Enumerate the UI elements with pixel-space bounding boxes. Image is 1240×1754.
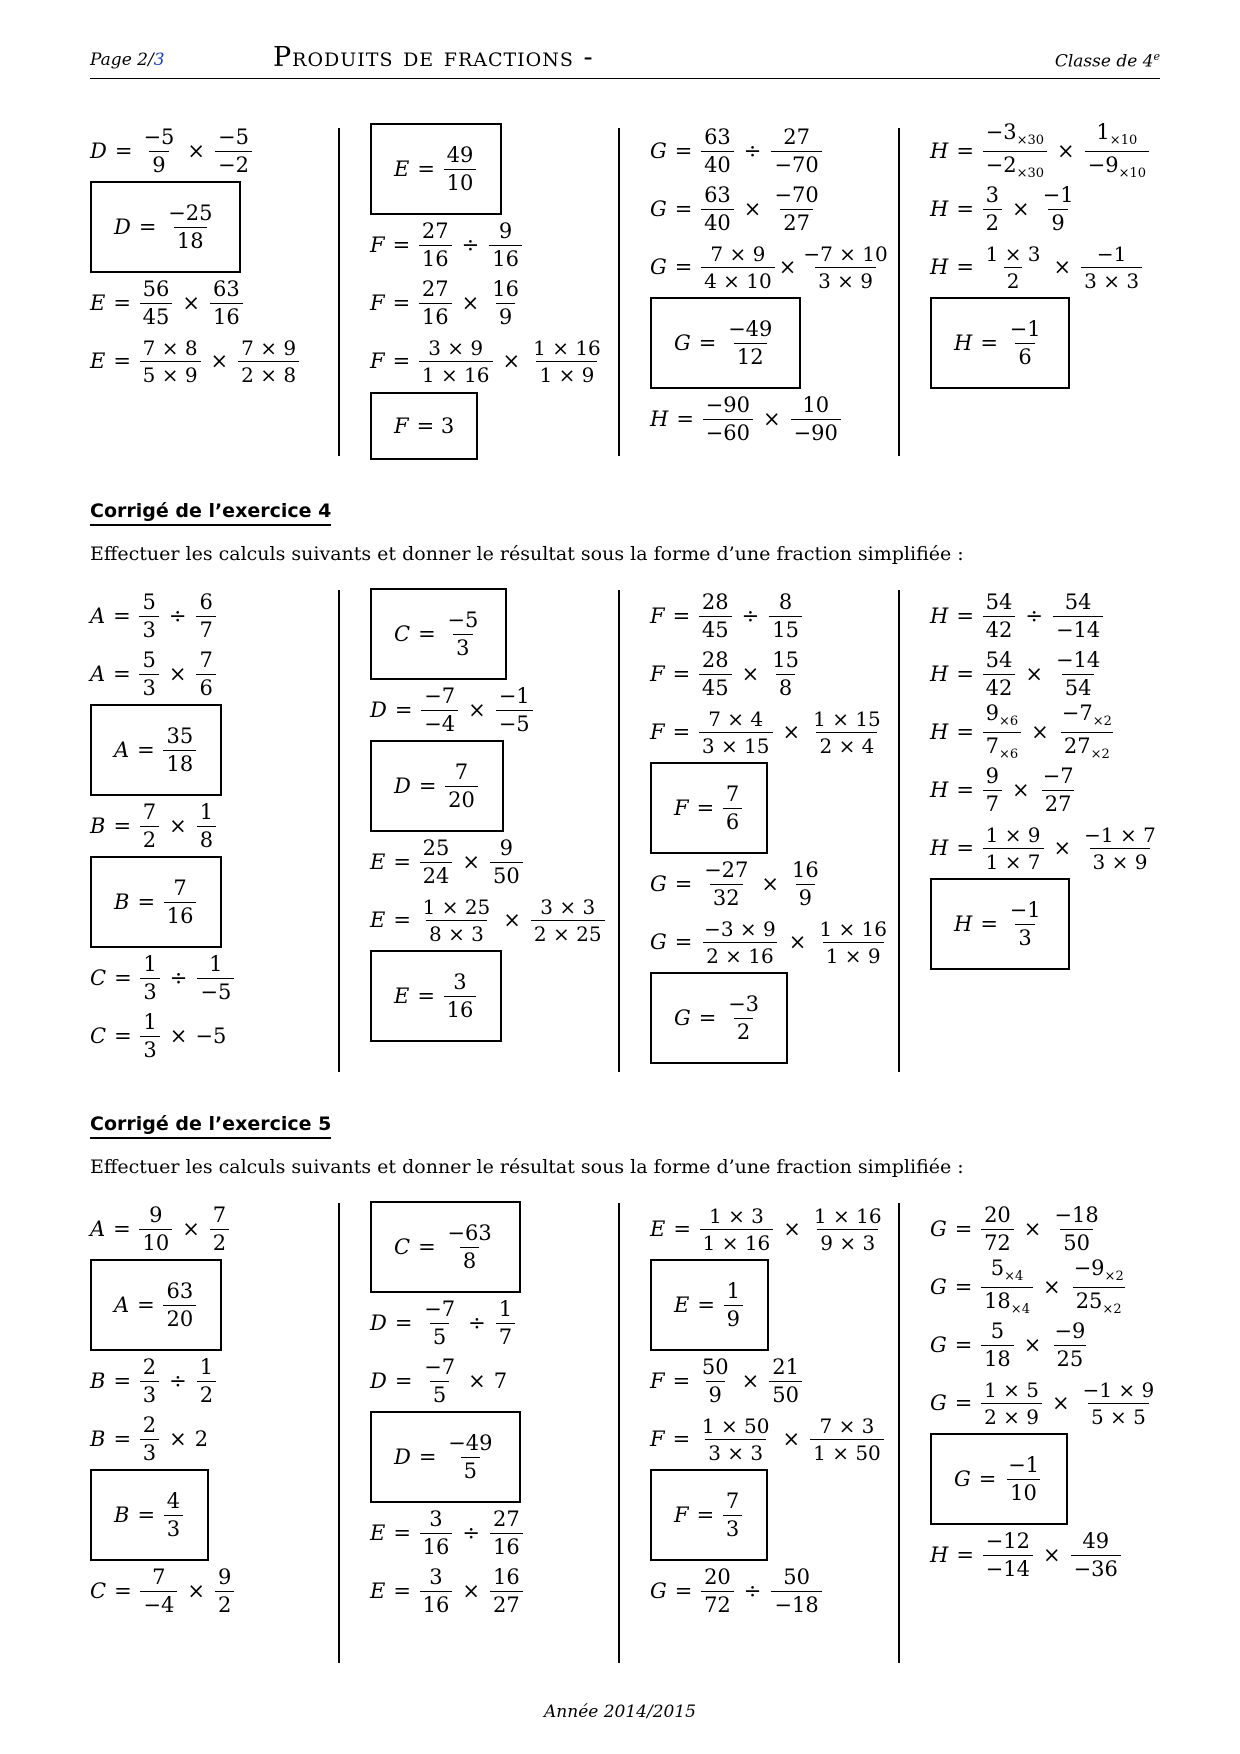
fraction: $\frac{1 \times 16}{1 \times 9}$	[819, 916, 888, 968]
ex5-column-2	[370, 1200, 525, 1620]
fraction: $\frac{3}{16}$	[444, 972, 477, 1021]
result-box: F = $\frac{7}{3}$	[650, 1469, 768, 1561]
result-box: F = $\frac{7}{6}$	[650, 762, 768, 854]
equation: G = $\frac{63}{40}$ ÷ $\frac{27}{-70}$	[650, 122, 893, 180]
equation: D = $\frac{-7}{5}$ ÷ $\frac{1}{7}$	[370, 1294, 525, 1352]
fraction: $\frac{1_{\times 10}}{-9_{\times 10}}$	[1085, 122, 1149, 179]
ex5-column-3	[650, 1200, 887, 1620]
fraction: $\frac{49}{10}$	[444, 145, 477, 194]
fraction: $\frac{2}{3}$	[140, 1357, 159, 1406]
fraction: $\frac{1 \times 16}{1 \times 9}$	[533, 335, 601, 387]
fraction: $\frac{-1}{-5}$	[496, 686, 533, 735]
fraction: $\frac{63}{16}$	[210, 279, 243, 328]
page-number: Page 2/3	[90, 50, 165, 70]
equation: H = $\frac{1 \times 9}{1 \times 7}$ × $\frac{-1 \times 7}{3 \times 9}$	[930, 819, 1161, 877]
fraction: $\frac{-7}{5}$	[424, 1354, 456, 1407]
fraction: $\frac{-12}{-14}$	[983, 1531, 1033, 1580]
fraction: $\frac{-9_{\times 2}}{25_{\times 2}}$	[1073, 1256, 1124, 1317]
fraction: $\frac{9}{16}$	[489, 221, 522, 270]
fraction: $\frac{7}{6}$	[723, 784, 742, 833]
fraction: $\frac{5}{3}$	[139, 592, 158, 641]
column-divider	[618, 128, 620, 456]
result-box: D = $\frac{7}{20}$	[370, 740, 504, 832]
equation: E = $\frac{3}{16}$ ÷ $\frac{27}{16}$	[370, 1504, 525, 1562]
fraction: $\frac{1}{9}$	[724, 1281, 743, 1330]
equation: G = $\frac{-3 \times 9}{2 \times 16}$ × $\frac{1 \times 16}{1 \times 9}$	[650, 913, 892, 971]
column-divider	[338, 1203, 340, 1663]
fraction: $\frac{27}{-70}$	[771, 127, 821, 176]
fraction: $\frac{7 \times 4}{3 \times 15}$	[699, 709, 773, 756]
fraction: $\frac{3}{16}$	[420, 1567, 453, 1616]
fraction: $\frac{7}{3}$	[723, 1491, 742, 1540]
fraction: $\frac{4}{3}$	[164, 1491, 183, 1540]
result-box: G = $\frac{-49}{12}$	[650, 297, 801, 389]
fraction: $\frac{5}{3}$	[139, 650, 158, 699]
fraction: $\frac{-7}{27}$	[1042, 763, 1074, 816]
equation: A = $\frac{5}{3}$ ÷ $\frac{6}{7}$	[90, 587, 236, 645]
equation: G = $\frac{1 \times 5}{2 \times 9}$ × $\frac{-1 \times 9}{5 \times 5}$	[930, 1374, 1159, 1432]
fraction: $\frac{-70}{27}$	[774, 182, 819, 235]
fraction: $\frac{25}{24}$	[420, 838, 453, 887]
fraction: $\frac{7}{20}$	[445, 762, 478, 811]
equation: E = $\frac{7 \times 8}{5 \times 9}$ × $\frac{7 \times 9}{2 \times 8}$	[90, 332, 301, 390]
fraction: $\frac{54}{-14}$	[1053, 592, 1103, 641]
fraction: $\frac{3}{16}$	[420, 1509, 453, 1558]
fraction: $\frac{-1}{10}$	[1008, 1452, 1040, 1505]
fraction: $\frac{28}{45}$	[699, 650, 732, 699]
section-title-ex5: Corrigé de l’exercice 5	[90, 1113, 331, 1139]
fraction: $\frac{49}{-36}$	[1071, 1531, 1121, 1580]
equation: H = $\frac{-90}{-60}$ × $\frac{10}{-90}$	[650, 390, 893, 448]
result-box: D = $\frac{-49}{5}$	[370, 1411, 521, 1503]
result-box: F = 3	[370, 392, 478, 460]
ex5-column-4	[930, 1200, 1159, 1584]
equation: H = $\frac{9}{7}$ × $\frac{-7}{27}$	[930, 761, 1161, 819]
column-divider	[338, 128, 340, 456]
fraction: $\frac{-7}{-4}$	[421, 686, 458, 735]
equation: G = $\frac{5_{\times 4}}{18_{\times 4}}$ × $\frac{-9_{\times 2}}{25_{\times 2}}$	[930, 1258, 1159, 1316]
column-divider	[898, 1203, 900, 1663]
fraction: $\frac{7}{2}$	[140, 802, 159, 851]
fraction: $\frac{16}{27}$	[490, 1567, 523, 1616]
fraction: $\frac{5_{\times 4}}{18_{\times 4}}$	[981, 1258, 1033, 1315]
fraction: $\frac{1 \times 9}{1 \times 7}$	[983, 825, 1044, 872]
class-label: Classe de 4e	[1054, 50, 1160, 72]
fraction: $\frac{1}{2}$	[197, 1357, 216, 1406]
fraction: $\frac{-1}{3}$	[1009, 897, 1041, 950]
instruction-ex5: Effectuer les calculs suivants et donner le résultat sous la forme d’une fraction simplifiée :	[90, 1156, 964, 1178]
fraction: $\frac{63}{20}$	[163, 1281, 196, 1330]
fraction: $\frac{54}{42}$	[983, 650, 1016, 699]
fraction: $\frac{-49}{12}$	[728, 316, 773, 369]
equation: E = $\frac{1 \times 25}{8 \times 3}$ × $\frac{3 \times 3}{2 \times 25}$	[370, 891, 607, 949]
fraction: $\frac{1 \times 15}{2 \times 4}$	[813, 706, 881, 758]
fraction: $\frac{-1 \times 7}{3 \times 9}$	[1084, 822, 1156, 874]
fraction: $\frac{50}{-18}$	[771, 1567, 821, 1616]
result-box: G = $\frac{-3}{2}$	[650, 972, 788, 1064]
ex5-column-1	[90, 1200, 236, 1620]
section-title-ex4: Corrigé de l’exercice 4	[90, 500, 331, 526]
result-box: E = $\frac{49}{10}$	[370, 123, 502, 215]
fraction: $\frac{-25}{18}$	[168, 200, 213, 253]
fraction: $\frac{28}{45}$	[699, 592, 732, 641]
equation: F = $\frac{7 \times 4}{3 \times 15}$ × $\frac{1 \times 15}{2 \times 4}$	[650, 703, 892, 761]
fraction: $\frac{-5}{-2}$	[215, 127, 252, 176]
result-box: A = $\frac{35}{18}$	[90, 704, 222, 796]
fraction: $\frac{1}{3}$	[140, 954, 159, 1003]
column-divider	[618, 590, 620, 1072]
instruction-ex4: Effectuer les calculs suivants et donner le résultat sous la forme d’une fraction simplifiée :	[90, 543, 964, 565]
equation: H = $\frac{54}{42}$ × $\frac{-14}{54}$	[930, 645, 1161, 703]
equation: H = $\frac{9_{\times 6}}{7_{\times 6}}$ × $\frac{-7_{\times 2}}{27_{\times 2}}$	[930, 703, 1161, 761]
fraction: $\frac{3}{2}$	[983, 185, 1002, 234]
fraction: $\frac{1 \times 3}{1 \times 16}$	[700, 1206, 774, 1253]
fraction: $\frac{5}{18}$	[981, 1321, 1014, 1370]
fraction: $\frac{-7 \times 10}{3 \times 9}$	[803, 241, 888, 293]
equation: H = $\frac{1 \times 3}{2}$ × $\frac{-1}{3 \times 3}$	[930, 238, 1151, 296]
result-box: E = $\frac{1}{9}$	[650, 1259, 769, 1351]
equation: E = $\frac{3}{16}$ × $\frac{16}{27}$	[370, 1562, 525, 1620]
top-column-2	[370, 122, 606, 462]
fraction: $\frac{20}{72}$	[701, 1567, 734, 1616]
fraction: $\frac{9_{\times 6}}{7_{\times 6}}$	[983, 703, 1022, 760]
equation: D = $\frac{-7}{5}$ × 7	[370, 1354, 508, 1407]
fraction: $\frac{7}{2}$	[210, 1205, 229, 1254]
fraction: $\frac{9}{7}$	[983, 766, 1002, 815]
fraction: $\frac{56}{45}$	[140, 279, 173, 328]
result-box: B = $\frac{4}{3}$	[90, 1469, 209, 1561]
page-footer: Année 2014/2015	[544, 1702, 696, 1722]
equation: D = $\frac{-7}{-4}$ × $\frac{-1}{-5}$	[370, 681, 607, 739]
equation: F = $\frac{3 \times 9}{1 \times 16}$ × $\frac{1 \times 16}{1 \times 9}$	[370, 332, 606, 390]
result-box: H = $\frac{-1}{3}$	[930, 878, 1070, 970]
fraction: $\frac{63}{40}$	[701, 185, 734, 234]
equation: H = $\frac{54}{42}$ ÷ $\frac{54}{-14}$	[930, 587, 1161, 645]
fraction: $\frac{-7}{5}$	[424, 1296, 456, 1349]
equation: G = $\frac{-27}{32}$ × $\frac{16}{9}$	[650, 855, 892, 913]
fraction: $\frac{1}{-5}$	[197, 954, 234, 1003]
fraction: $\frac{9}{2}$	[215, 1567, 234, 1616]
equation: C = $\frac{1}{3}$ × −5	[90, 1009, 227, 1062]
fraction: $\frac{-7_{\times 2}}{27_{\times 2}}$	[1061, 701, 1112, 762]
column-divider	[338, 590, 340, 1072]
fraction: $\frac{1 \times 16}{9 \times 3}$	[813, 1203, 882, 1255]
fraction: $\frac{-1}{9}$	[1042, 182, 1074, 235]
fraction: $\frac{7}{-4}$	[140, 1567, 177, 1616]
fraction: $\frac{-49}{5}$	[448, 1430, 493, 1483]
fraction: $\frac{1 \times 50}{3 \times 3}$	[701, 1413, 770, 1465]
top-column-1	[90, 122, 301, 390]
fraction: $\frac{-90}{-60}$	[703, 395, 753, 444]
result-box: H = $\frac{-1}{6}$	[930, 297, 1070, 389]
equation: H = $\frac{-3_{\times 30}}{-2_{\times 30}}$ × $\frac{1_{\times 10}}{-9_{\times 10}}$	[930, 122, 1151, 180]
fraction: $\frac{-9}{25}$	[1054, 1318, 1086, 1371]
column-divider	[898, 590, 900, 1072]
result-box: A = $\frac{63}{20}$	[90, 1259, 222, 1351]
fraction: $\frac{35}{18}$	[163, 726, 196, 775]
fraction: $\frac{-3 \times 9}{2 \times 16}$	[704, 916, 776, 968]
fraction: $\frac{9}{50}$	[490, 838, 523, 887]
fraction: $\frac{-14}{54}$	[1055, 647, 1101, 700]
ex4-column-4	[930, 587, 1161, 971]
fraction: $\frac{16}{9}$	[492, 276, 519, 329]
fraction: $\frac{1 \times 5}{2 \times 9}$	[981, 1380, 1042, 1427]
fraction: $\frac{-3_{\times 30}}{-2_{\times 30}}$	[983, 122, 1047, 179]
fraction: $\frac{27}{16}$	[490, 1509, 523, 1558]
result-box: G = $\frac{-1}{10}$	[930, 1433, 1068, 1525]
equation: E = $\frac{25}{24}$ × $\frac{9}{50}$	[370, 833, 607, 891]
equation: G = $\frac{20}{72}$ ÷ $\frac{50}{-18}$	[650, 1562, 887, 1620]
equation: F = $\frac{27}{16}$ ÷ $\frac{9}{16}$	[370, 216, 606, 274]
fraction: $\frac{7 \times 9}{2 \times 8}$	[238, 338, 299, 385]
equation: F = $\frac{1 \times 50}{3 \times 3}$ × $\frac{7 \times 3}{1 \times 50}$	[650, 1410, 887, 1468]
ex4-column-1	[90, 587, 236, 1065]
fraction: $\frac{10}{-90}$	[791, 395, 841, 444]
equation: E = $\frac{56}{45}$ × $\frac{63}{16}$	[90, 274, 301, 332]
equation: C = $\frac{1}{3}$ ÷ $\frac{1}{-5}$	[90, 949, 236, 1007]
fraction: $\frac{63}{40}$	[701, 127, 734, 176]
result-box: E = $\frac{3}{16}$	[370, 950, 502, 1042]
equation: C = $\frac{7}{-4}$ × $\frac{9}{2}$	[90, 1562, 236, 1620]
fraction: $\frac{7 \times 3}{1 \times 50}$	[810, 1416, 884, 1463]
ex4-column-2	[370, 587, 607, 1043]
fraction: $\frac{7}{16}$	[164, 878, 197, 927]
equation: G = $\frac{63}{40}$ × $\frac{-70}{27}$	[650, 180, 893, 238]
result-box: B = $\frac{7}{16}$	[90, 856, 222, 948]
fraction: $\frac{16}{9}$	[792, 857, 819, 910]
column-divider	[898, 128, 900, 456]
fraction: $\frac{-27}{32}$	[704, 857, 749, 910]
fraction: $\frac{7}{6}$	[196, 650, 215, 699]
ex4-column-3	[650, 587, 892, 1065]
equation: F = $\frac{27}{16}$ × $\frac{16}{9}$	[370, 274, 606, 332]
result-box: C = $\frac{-5}{3}$	[370, 588, 507, 680]
fraction: $\frac{27}{16}$	[419, 221, 452, 270]
equation: A = $\frac{9}{10}$ × $\frac{7}{2}$	[90, 1200, 236, 1258]
equation: B = $\frac{7}{2}$ × $\frac{1}{8}$	[90, 797, 236, 855]
fraction: $\frac{6}{7}$	[196, 592, 215, 641]
fraction: $\frac{1}{3}$	[140, 1012, 159, 1061]
fraction: $\frac{1 \times 25}{8 \times 3}$	[422, 894, 491, 946]
fraction: $\frac{-5}{9}$	[143, 124, 175, 177]
page-title: Produits de fractions -	[273, 42, 594, 73]
fraction: $\frac{3 \times 3}{2 \times 25}$	[531, 897, 605, 944]
equation: B = $\frac{2}{3}$ × 2	[90, 1412, 209, 1465]
equation: G = $\frac{20}{72}$ × $\frac{-18}{50}$	[930, 1200, 1159, 1258]
fraction: $\frac{8}{15}$	[769, 592, 802, 641]
column-divider	[618, 1203, 620, 1663]
equation: G = $\frac{5}{18}$ × $\frac{-9}{25}$	[930, 1316, 1159, 1374]
fraction: $\frac{20}{72}$	[981, 1205, 1014, 1254]
equation: F = $\frac{50}{9}$ × $\frac{21}{50}$	[650, 1352, 887, 1410]
fraction: $\frac{7 \times 9}{4 \times 10}$	[701, 244, 775, 291]
equation: B = $\frac{2}{3}$ ÷ $\frac{1}{2}$	[90, 1352, 236, 1410]
equation: D = $\frac{-5}{9}$ × $\frac{-5}{-2}$	[90, 122, 301, 180]
fraction: $\frac{7 \times 8}{5 \times 9}$	[140, 338, 201, 385]
page-header	[90, 42, 1160, 79]
result-box: C = $\frac{-63}{8}$	[370, 1201, 521, 1293]
fraction: $\frac{1 \times 3}{2}$	[985, 241, 1041, 293]
fraction: $\frac{21}{50}$	[769, 1357, 802, 1406]
equation: H = $\frac{3}{2}$ × $\frac{-1}{9}$	[930, 180, 1151, 238]
fraction: $\frac{50}{9}$	[701, 1354, 729, 1407]
fraction: $\frac{1}{8}$	[197, 802, 216, 851]
top-column-3	[650, 122, 893, 448]
equation: H = $\frac{-12}{-14}$ × $\frac{49}{-36}$	[930, 1526, 1159, 1584]
fraction: $\frac{27}{16}$	[419, 279, 452, 328]
fraction: $\frac{3 \times 9}{1 \times 16}$	[419, 338, 493, 385]
fraction: $\frac{-1 \times 9}{5 \times 5}$	[1082, 1377, 1155, 1429]
equation: F = $\frac{28}{45}$ × $\frac{15}{8}$	[650, 645, 892, 703]
equation: E = $\frac{1 \times 3}{1 \times 16}$ × $\frac{1 \times 16}{9 \times 3}$	[650, 1200, 887, 1258]
equation: A = $\frac{5}{3}$ × $\frac{7}{6}$	[90, 645, 236, 703]
fraction: $\frac{15}{8}$	[772, 647, 799, 700]
equation: F = $\frac{28}{45}$ ÷ $\frac{8}{15}$	[650, 587, 892, 645]
fraction: $\frac{-18}{50}$	[1054, 1202, 1099, 1255]
fraction: $\frac{-1}{3 \times 3}$	[1081, 244, 1142, 291]
fraction: $\frac{54}{42}$	[983, 592, 1016, 641]
fraction: $\frac{-1}{6}$	[1009, 316, 1041, 369]
fraction: $\frac{-3}{2}$	[728, 991, 760, 1044]
result-box: D = $\frac{-25}{18}$	[90, 181, 241, 273]
fraction: $\frac{-63}{8}$	[447, 1220, 492, 1273]
fraction: $\frac{-5}{3}$	[447, 607, 479, 660]
fraction: $\frac{2}{3}$	[140, 1415, 159, 1464]
fraction: $\frac{9}{10}$	[139, 1205, 172, 1254]
equation: G = $\frac{7 \times 9}{4 \times 10}$ × $\frac{-7 \times 10}{3 \times 9}$	[650, 238, 893, 296]
fraction: $\frac{1}{7}$	[496, 1299, 515, 1348]
top-column-4	[930, 122, 1151, 390]
